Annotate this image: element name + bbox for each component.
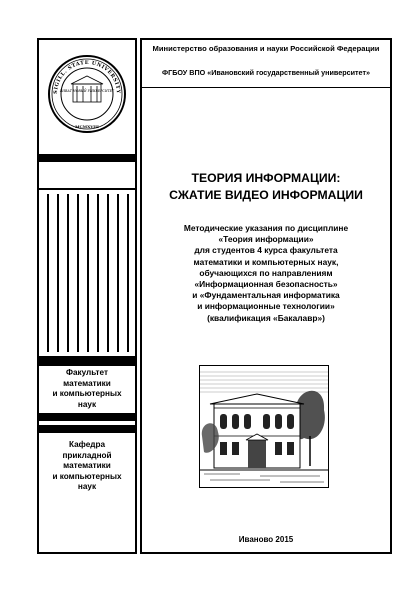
sidebar-separator <box>37 413 137 421</box>
city-year: Иваново 2015 <box>238 535 294 544</box>
sidebar-separator <box>37 425 137 433</box>
document-title: ТЕОРИЯ ИНФОРМАЦИИ: СЖАТИЕ ВИДЕО ИНФОРМАЦИИ <box>169 171 363 202</box>
seal-area <box>39 40 135 149</box>
building-illustration <box>199 365 329 488</box>
document-description: Методические указания по дисциплине «Теория информации» для студентов 4 курса факультета математики и компьютерных наук, обучающихся по направлениям «Информационная безопасность» и «Фундаментальная информатика и информационные технологии» (квалификация «Бакалавр») <box>183 223 349 323</box>
seal-caption: ВИВАТ НОВЫЙ УНИВЕРСИТЕТ <box>59 89 115 93</box>
university-name: ФГБОУ ВПО «Ивановский государственный университет» <box>162 68 370 77</box>
sidebar-separator <box>37 154 137 162</box>
svg-text:MCMXVIII: MCMXVIII <box>75 124 99 129</box>
decorative-stripes <box>39 188 135 358</box>
university-seal-icon <box>39 40 135 149</box>
university-building-icon <box>200 366 328 487</box>
department-label: Кафедра прикладной математики и компьютерных наук <box>52 440 122 491</box>
ministry-name: Министерство образования и науки Российской Федерации <box>152 44 380 53</box>
sidebar-separator <box>37 358 137 366</box>
faculty-label: Факультет математики и компьютерных наук <box>52 368 122 409</box>
svg-text:SIGILL. STATE UNIVERSITY: SIGILL. STATE UNIVERSITY <box>52 59 122 95</box>
